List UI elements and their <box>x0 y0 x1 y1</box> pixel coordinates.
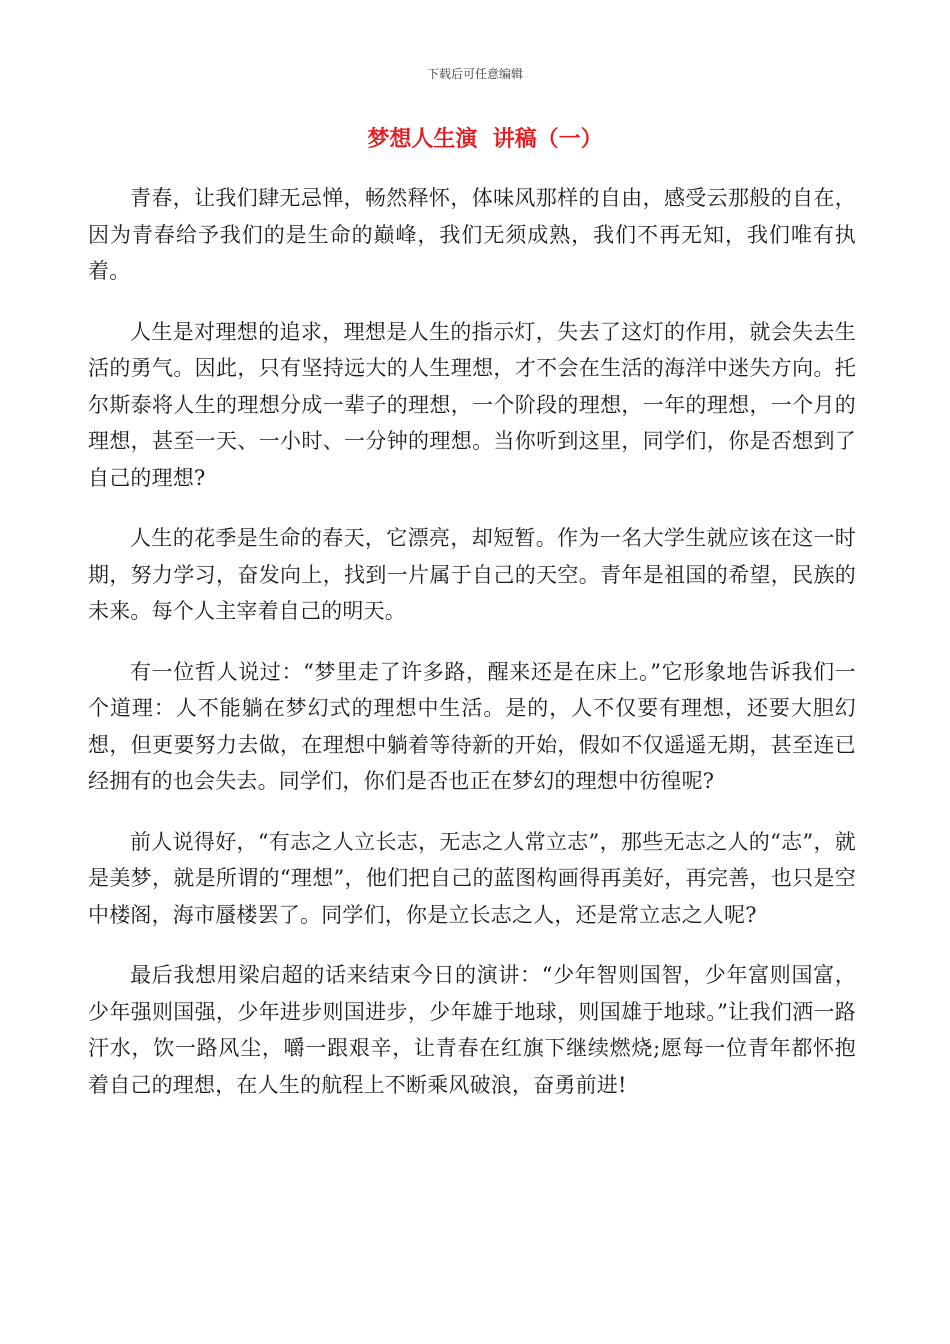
document-body <box>88 180 856 1127</box>
paragraph: 最后我想用梁启超的话来结束今日的演讲：“少年智则国智，少年富则国富，少年强则国强，少年进步则国进步，少年雄于地球，则国雄于地球。”让我们洒一路汗水，饮一路风尘，嚼一跟艰辛，让青春在红旗下继续燃烧;愿每一位青年都怀抱着自己的理想，在人生的航程上不断乘风破浪，奋勇前进! <box>88 963 856 1097</box>
document-title: 梦想人生演 讲稿（一） <box>367 126 603 152</box>
header-note: 下载后可任意编辑 <box>426 67 523 81</box>
paragraph: 人生是对理想的追求，理想是人生的指示灯，失去了这灯的作用，就会失去生活的勇气。因此，只有坚持远大的人生理想，才不会在生活的海洋中迷失方向。托尔斯泰将人生的理想分成一辈子的理想，一个阶段的理想，一年的理想，一个月的理想，甚至一天、一小时、一分钟的理想。当你听到这里，同学们，你是否想到了自己的理想? <box>88 319 856 490</box>
paragraph: 人生的花季是生命的春天，它漂亮，却短暂。作为一名大学生就应该在这一时期，努力学习，奋发向上，找到一片属于自己的天空。青年是祖国的希望，民族的未来。每个人主宰着自己的明天。 <box>88 526 856 623</box>
paragraph: 有一位哲人说过：“梦里走了许多路，醒来还是在床上。”它形象地告诉我们一个道理：人不能躺在梦幻式的理想中生活。是的，人不仅要有理想，还要大胆幻想，但更要努力去做，在理想中躺着等待新的开始，假如不仅遥遥无期，甚至连已经拥有的也会失去。同学们，你们是否也正在梦幻的理想中彷徨呢? <box>88 659 856 793</box>
paragraph: 前人说得好，“有志之人立长志，无志之人常立志”，那些无志之人的“志”，就是美梦，就是所谓的“理想”，他们把自己的蓝图构画得再美好，再完善，也只是空中楼阁，海市蜃楼罢了。同学们，你是立长志之人，还是常立志之人呢? <box>88 829 856 927</box>
paragraph: 青春，让我们肆无忌惮，畅然释怀，体味风那样的自由，感受云那般的自在，因为青春给予我们的是生命的巅峰，我们无须成熟，我们不再无知，我们唯有执着。 <box>88 186 856 283</box>
